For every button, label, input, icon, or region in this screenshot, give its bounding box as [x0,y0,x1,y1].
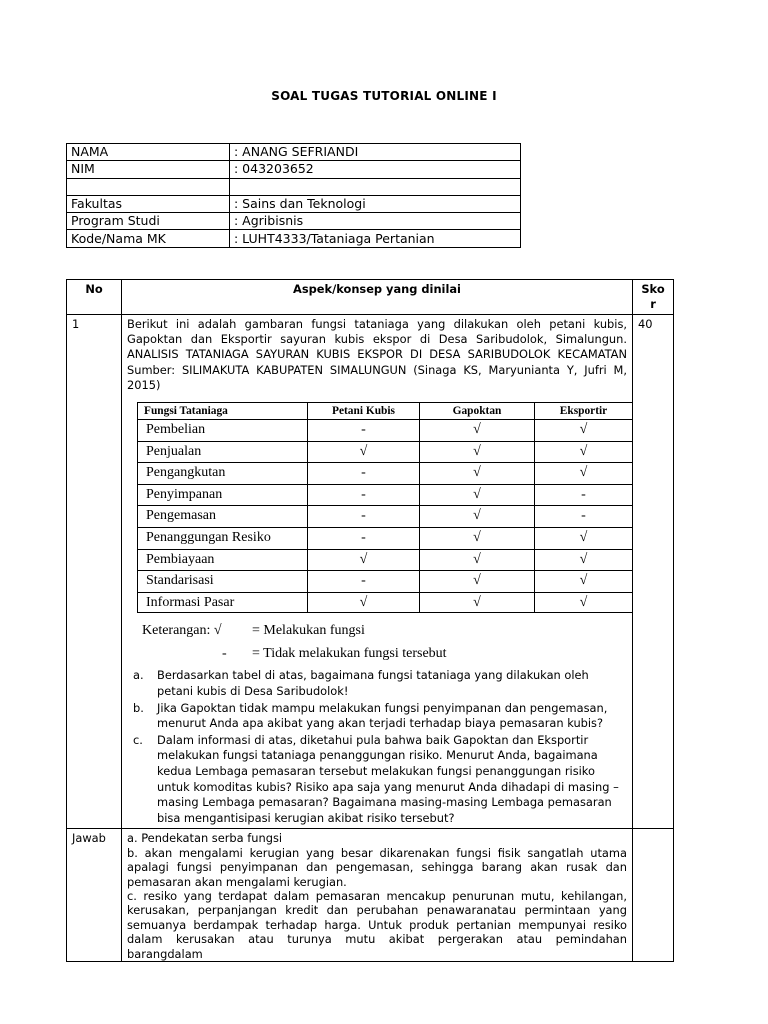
identity-row [67,213,521,230]
function-name: Pengemasan [138,506,308,528]
question-text: Jika Gapoktan tidak mampu melakukan fungsi penyimpanan dan pengemasan, menurut Anda apa akibat yang akan terjadi terhadap biaya pemasaran kubis? [157,700,608,731]
question-cell [122,315,633,829]
function-table-row [138,571,633,593]
function-table-row [138,527,633,549]
function-mark: √ [535,463,633,485]
question-item [133,668,627,699]
function-mark: √ [420,463,535,485]
identity-label: NAMA [67,144,230,161]
function-mark: - [308,571,420,593]
identity-label: Kode/Nama MK [67,230,230,247]
question-text: Berdasarkan tabel di atas, bagaimana fungsi tataniaga yang dilakukan oleh petani kubis di Desa Saribudolok! [157,668,589,698]
function-table-row [138,463,633,485]
question-row [67,315,674,829]
question-item [133,732,627,827]
legend-symbol: - [222,646,227,662]
function-mark: √ [420,506,535,528]
header-aspek: Aspek/konsep yang dinilai [122,280,633,315]
row-number: 1 [67,315,122,829]
function-mark: - [535,506,633,528]
identity-label: Program Studi [67,213,230,230]
identity-label: Fakultas [67,195,230,212]
function-mark: √ [308,441,420,463]
legend-item [142,642,627,665]
function-table-row [138,484,633,506]
identity-table [66,143,521,248]
function-mark: - [308,506,420,528]
function-mark: √ [535,592,633,613]
identity-row [67,230,521,247]
function-mark: √ [535,571,633,593]
function-name: Penanggungan Resiko [138,527,308,549]
function-table-row [138,506,633,528]
function-name: Penyimpanan [138,484,308,506]
function-name: Informasi Pasar [138,592,308,613]
function-mark: √ [420,484,535,506]
answer-score-cell [633,829,674,962]
answer-line: c. resiko yang terdapat dalam pemasaran mencakup penurunan mutu, kehilangan, kerusakan, perpanjangan kredit dan perubahan penawaranatau permintaan yang semuanya berdampak terhadap harga. Untuk produk pertanian mempunyai resiko dalam kerusakan atau turunya mutu akibat pergerakan atau pemindahan barangdalam [127,888,627,961]
function-table [137,402,633,613]
score-cell: 40 [633,315,674,829]
header-no: No [67,280,122,315]
question-item [133,700,627,732]
function-name: Pembelian [138,420,308,442]
identity-row [67,178,521,195]
legend-symbol: Keterangan: √ [142,623,222,639]
function-mark: √ [420,592,535,613]
function-name: Pengangkutan [138,463,308,485]
identity-label [67,178,230,195]
answer-cell [122,829,633,962]
legend-item [142,619,627,642]
function-name: Standarisasi [138,571,308,593]
identity-value: : Agribisnis [230,213,521,230]
function-name: Penjualan [138,441,308,463]
page-title: SOAL TUGAS TUTORIAL ONLINE I [271,89,497,103]
identity-row [67,161,521,178]
question-marker: b. [133,700,144,715]
question-list [127,668,627,826]
function-mark: - [308,527,420,549]
function-mark: - [308,484,420,506]
function-legend [142,619,627,665]
question-intro: Berikut ini adalah gambaran fungsi tataniaga yang dilakukan oleh petani kubis, Gapoktan dan Eksportir sayuran kubis ekspor di Desa Saribudolok, Simalungun. ANALISIS TATANIAGA SAYURAN KUBIS EKSPOR DI DESA SARIBUDOLOK KECAMATAN Sumber: SILIMAKUTA KABUPATEN SIMALUNGUN (Sinaga KS, Maryunianta Y, Jufri M, 2015) [127,317,627,392]
question-marker: a. [133,668,144,683]
question-text: Dalam informasi di atas, diketahui pula bahwa baik Gapoktan dan Eksportir melakukan fungsi tataniaga penanggungan risiko. Menurut Anda, bagaimana kedua Lembaga pemasaran tersebut melakukan fungsi penanggungan risiko untuk komoditas kubis? Risiko apa saja yang menurut Anda dihadapi di masing – masing Lembaga pemasaran? Bagaimana masing-masing Lembaga pemasaran bisa mengantisipasi kerugian akibat risiko tersebut? [157,732,619,825]
header-row [67,280,674,315]
function-name: Pembiayaan [138,549,308,571]
function-mark: - [308,420,420,442]
function-table-row [138,420,633,442]
function-mark: √ [420,571,535,593]
function-mark: √ [420,527,535,549]
identity-value: : LUHT4333/Tataniaga Pertanian [230,230,521,247]
answer-line: b. akan mengalami kerugian yang besar dikarenakan fungsi fisik sangatlah utama apalagi fungsi penyimpanan dan pengemasan, sehingga barang akan rusak dan pemasaran akan mengalami kerugian. [127,845,627,889]
header-skor: Sko r [633,280,674,315]
function-mark: √ [535,420,633,442]
function-mark: √ [308,549,420,571]
identity-row [67,144,521,161]
identity-value: : Sains dan Teknologi [230,195,521,212]
answer-row [67,829,674,962]
function-mark: √ [535,527,633,549]
answer-line: a. Pendekatan serba fungsi [127,831,283,846]
identity-value: : ANANG SEFRIANDI [230,144,521,161]
identity-row [67,195,521,212]
function-mark: - [535,484,633,506]
identity-label: NIM [67,161,230,178]
function-mark: √ [420,549,535,571]
function-mark: - [308,463,420,485]
function-mark: √ [535,441,633,463]
function-table-header: Petani Kubis [308,403,420,420]
legend-text: = Tidak melakukan fungsi tersebut [252,646,447,662]
function-table-row [138,592,633,613]
function-table-header: Gapoktan [420,403,535,420]
function-mark: √ [535,549,633,571]
question-marker: c. [133,732,143,747]
function-mark: √ [420,441,535,463]
identity-value: : 043203652 [230,161,521,178]
function-mark: √ [308,592,420,613]
function-table-header: Fungsi Tataniaga [138,403,308,420]
assessment-table [66,279,674,962]
function-table-header: Eksportir [535,403,633,420]
legend-text: = Melakukan fungsi [252,623,365,639]
answer-label: Jawab [67,829,122,962]
answer-text [127,831,627,961]
identity-value [230,178,521,195]
function-table-row [138,549,633,571]
function-table-row [138,441,633,463]
function-mark: √ [420,420,535,442]
